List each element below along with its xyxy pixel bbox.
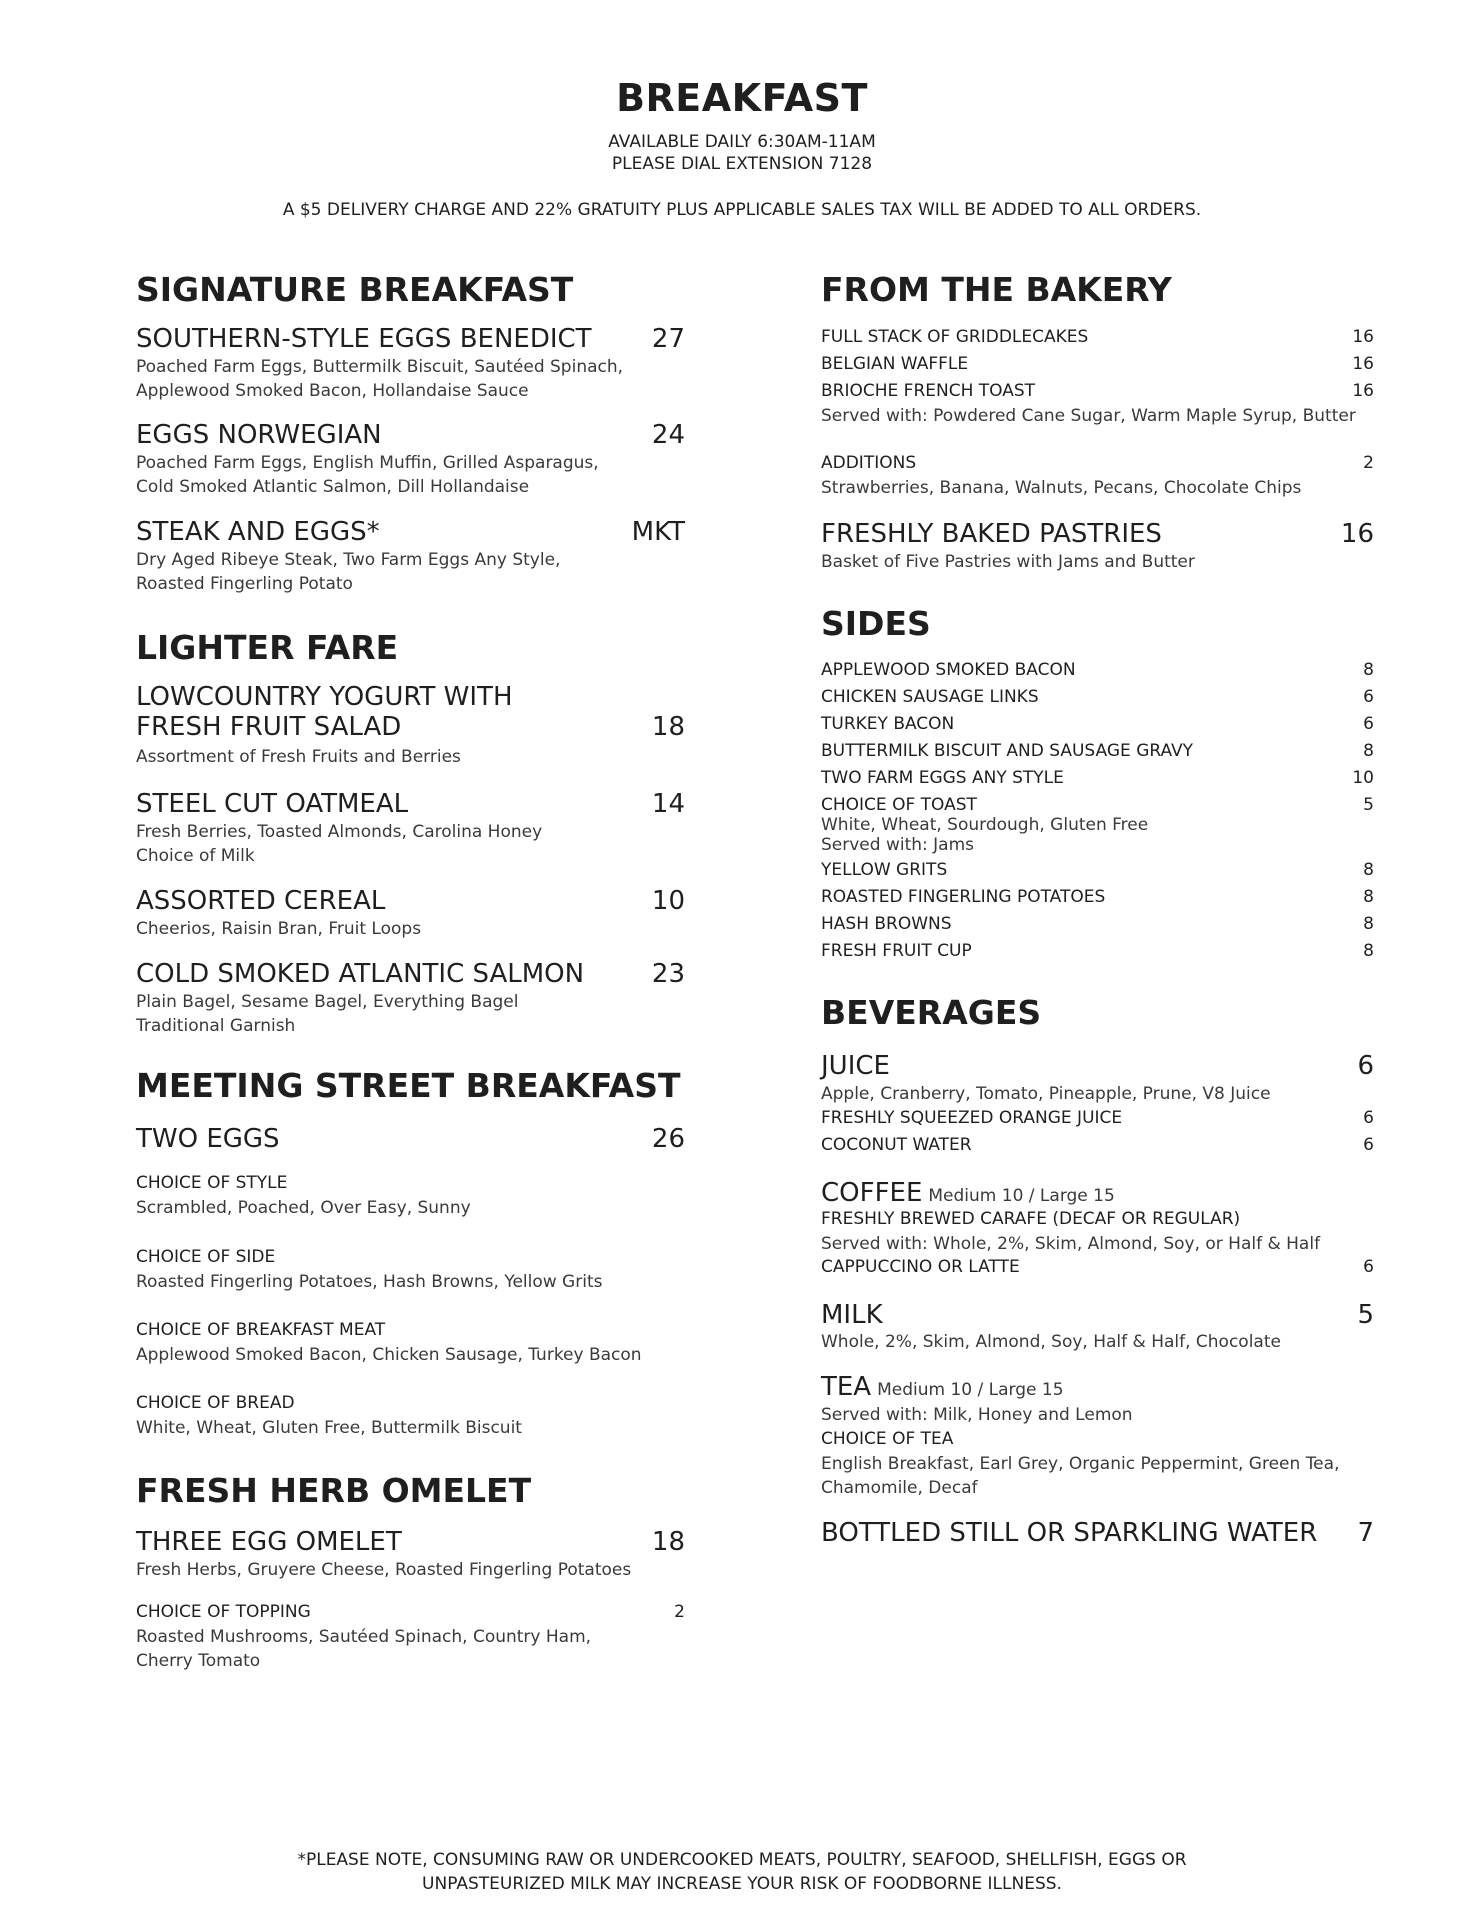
menu-item (821, 741, 1374, 761)
item-description: Served with: Powdered Cane Sugar, Warm Maple Syrup, Butter (821, 406, 1356, 426)
item-description: White, Wheat, Gluten Free, Buttermilk Biscuit (136, 1418, 522, 1438)
menu-item (821, 860, 1374, 880)
item-price: 16 (1352, 327, 1374, 347)
item-description (136, 355, 623, 403)
item-price: 8 (1363, 741, 1374, 761)
desc-line: English Breakfast, Earl Grey, Organic Peppermint, Green Tea, (821, 1454, 1340, 1474)
item-name: FRESH FRUIT CUP (821, 941, 972, 961)
item-price: 5 (1363, 795, 1374, 815)
desc-line: Applewood Smoked Bacon, Hollandaise Sauce (136, 381, 529, 401)
choice-of-side-label: CHOICE OF SIDE (136, 1247, 276, 1267)
item-price: MKT (631, 517, 685, 547)
menu-item (821, 714, 1374, 734)
hours-text: AVAILABLE DAILY 6:30AM-11AM (608, 132, 876, 152)
item-name: CAPPUCCINO OR LATTE (821, 1257, 1020, 1277)
item-name: FRESHLY BAKED PASTRIES (821, 519, 1162, 549)
menu-item (821, 354, 1374, 374)
section-heading-lighter: LIGHTER FARE (136, 628, 399, 667)
section-heading-beverages: BEVERAGES (821, 993, 1042, 1032)
menu-item (821, 941, 1374, 961)
item-description: Served with: Milk, Honey and Lemon (821, 1405, 1133, 1425)
item-description: Applewood Smoked Bacon, Chicken Sausage, Turkey Bacon (136, 1345, 642, 1365)
item-name: THREE EGG OMELET (136, 1527, 402, 1557)
item-name: ADDITIONS (821, 453, 917, 473)
menu-item-orange-juice (821, 1108, 1374, 1128)
menu-item-eggs-benedict (136, 324, 685, 354)
item-description (136, 1625, 591, 1673)
desc-line: Traditional Garnish (136, 1016, 296, 1036)
item-price: 26 (651, 1124, 685, 1154)
menu-item-steak-and-eggs (136, 517, 685, 547)
item-price: 2 (1363, 453, 1374, 473)
section-heading-signature: SIGNATURE BREAKFAST (136, 270, 574, 309)
item-name: FULL STACK OF GRIDDLECAKES (821, 327, 1089, 347)
desc-line: Choice of Milk (136, 846, 255, 866)
menu-item-coffee (821, 1178, 1115, 1208)
desc-line: Roasted Mushrooms, Sautéed Spinach, Country Ham, (136, 1627, 592, 1647)
item-name: YELLOW GRITS (821, 860, 948, 880)
item-description (821, 1452, 1339, 1500)
menu-item-cappuccino (821, 1257, 1374, 1277)
item-price: 27 (651, 324, 685, 354)
item-name: TURKEY BACON (821, 714, 955, 734)
menu-item (821, 768, 1374, 788)
item-name: ASSORTED CEREAL (136, 886, 386, 916)
item-name: COLD SMOKED ATLANTIC SALMON (136, 959, 585, 989)
desc-line: Cherry Tomato (136, 1651, 261, 1671)
item-price: 18 (651, 712, 685, 742)
menu-item-three-egg-omelet (136, 1527, 685, 1557)
item-description (821, 815, 1148, 855)
section-heading-omelet: FRESH HERB OMELET (136, 1471, 532, 1510)
item-name: TEA (821, 1372, 872, 1402)
item-price: 8 (1363, 914, 1374, 934)
item-sizes: Medium 10 / Large 15 (877, 1380, 1064, 1400)
menu-item-cereal (136, 886, 685, 916)
desc-line: Cold Smoked Atlantic Salmon, Dill Hollandaise (136, 477, 530, 497)
item-name: APPLEWOOD SMOKED BACON (821, 660, 1076, 680)
item-price: 24 (651, 420, 685, 450)
item-price: 14 (651, 789, 685, 819)
item-price: 10 (1352, 768, 1374, 788)
menu-item (821, 914, 1374, 934)
item-price: 6 (1357, 1051, 1374, 1081)
item-price: 10 (651, 886, 685, 916)
item-description (136, 820, 542, 868)
item-description: Roasted Fingerling Potatoes, Hash Browns, Yellow Grits (136, 1272, 603, 1292)
item-name: FRESHLY SQUEEZED ORANGE JUICE (821, 1108, 1123, 1128)
item-description: Strawberries, Banana, Walnuts, Pecans, Chocolate Chips (821, 478, 1302, 498)
item-description: Fresh Herbs, Gruyere Cheese, Roasted Fingerling Potatoes (136, 1560, 632, 1580)
menu-item-juice (821, 1051, 1374, 1081)
item-description (136, 990, 518, 1038)
item-name: TWO FARM EGGS ANY STYLE (821, 768, 1064, 788)
desc-line: Served with: Jams (821, 835, 974, 855)
section-heading-sides: SIDES (821, 604, 931, 643)
menu-item-tea (821, 1372, 1064, 1402)
menu-item (821, 795, 1374, 815)
item-description (136, 451, 599, 499)
menu-item-additions (821, 453, 1374, 473)
item-price: 8 (1363, 941, 1374, 961)
desc-line: Poached Farm Eggs, English Muffin, Grilled Asparagus, (136, 453, 599, 473)
item-price: 16 (1352, 354, 1374, 374)
extension-text: PLEASE DIAL EXTENSION 7128 (611, 154, 873, 174)
item-name: SOUTHERN-STYLE EGGS BENEDICT (136, 324, 592, 354)
item-price: 6 (1363, 687, 1374, 707)
item-price: 16 (1352, 381, 1374, 401)
menu-item (821, 327, 1374, 347)
choice-of-style-label: CHOICE OF STYLE (136, 1173, 288, 1193)
item-name: BOTTLED STILL OR SPARKLING WATER (821, 1518, 1318, 1548)
choice-of-bread-label: CHOICE OF BREAD (136, 1393, 295, 1413)
item-price: 6 (1363, 1257, 1374, 1277)
item-sizes: Medium 10 / Large 15 (928, 1186, 1115, 1206)
section-heading-meeting-street: MEETING STREET BREAKFAST (136, 1066, 681, 1105)
item-description: Basket of Five Pastries with Jams and Butter (821, 552, 1195, 572)
item-name: BUTTERMILK BISCUIT AND SAUSAGE GRAVY (821, 741, 1194, 761)
item-name: JUICE (821, 1051, 890, 1081)
item-price: 7 (1357, 1518, 1374, 1548)
item-name: CHICKEN SAUSAGE LINKS (821, 687, 1039, 707)
item-name: MILK (821, 1300, 883, 1330)
menu-item-coconut-water (821, 1135, 1374, 1155)
item-description: Assortment of Fresh Fruits and Berries (136, 747, 461, 767)
item-name: COCONUT WATER (821, 1135, 972, 1155)
item-name: EGGS NORWEGIAN (136, 420, 382, 450)
item-description: Whole, 2%, Skim, Almond, Soy, Half & Half, Chocolate (821, 1332, 1281, 1352)
menu-item (821, 887, 1374, 907)
item-description (136, 548, 560, 596)
desc-line: White, Wheat, Sourdough, Gluten Free (821, 815, 1149, 835)
disclaimer-line: *PLEASE NOTE, CONSUMING RAW OR UNDERCOOKED MEATS, POULTRY, SEAFOOD, SHELLFISH, EGGS OR (297, 1850, 1187, 1870)
desc-line: Roasted Fingerling Potato (136, 574, 353, 594)
item-price: 8 (1363, 860, 1374, 880)
item-name: COFFEE (821, 1178, 923, 1208)
item-name: STEEL CUT OATMEAL (136, 789, 409, 819)
item-name: HASH BROWNS (821, 914, 952, 934)
item-name: BELGIAN WAFFLE (821, 354, 969, 374)
menu-item-choice-of-topping (136, 1602, 685, 1622)
item-price: 6 (1363, 1135, 1374, 1155)
desc-line: Fresh Berries, Toasted Almonds, Carolina Honey (136, 822, 543, 842)
foodborne-illness-disclaimer (0, 1848, 1484, 1896)
item-price: 8 (1363, 660, 1374, 680)
delivery-notice: A $5 DELIVERY CHARGE AND 22% GRATUITY PLUS APPLICABLE SALES TAX WILL BE ADDED TO ALL ORDERS. (282, 200, 1202, 220)
coffee-carafe-label: FRESHLY BREWED CARAFE (DECAF OR REGULAR) (821, 1209, 1241, 1229)
desc-line: Plain Bagel, Sesame Bagel, Everything Bagel (136, 992, 519, 1012)
menu-item (821, 381, 1374, 401)
item-name: TWO EGGS (136, 1124, 280, 1154)
item-description: Cheerios, Raisin Bran, Fruit Loops (136, 919, 422, 939)
menu-item-bottled-water (821, 1518, 1374, 1548)
page-title: BREAKFAST (616, 76, 868, 120)
desc-line: Dry Aged Ribeye Steak, Two Farm Eggs Any Style, (136, 550, 561, 570)
item-price: 8 (1363, 887, 1374, 907)
menu-item-milk (821, 1300, 1374, 1330)
item-price: 16 (1340, 519, 1374, 549)
menu-item-oatmeal (136, 789, 685, 819)
item-name: BRIOCHE FRENCH TOAST (821, 381, 1036, 401)
choice-of-meat-label: CHOICE OF BREAKFAST MEAT (136, 1320, 386, 1340)
item-description: Apple, Cranberry, Tomato, Pineapple, Prune, V8 Juice (821, 1084, 1271, 1104)
choice-of-tea-label: CHOICE OF TEA (821, 1429, 954, 1449)
section-heading-bakery: FROM THE BAKERY (821, 270, 1172, 309)
menu-item-eggs-norwegian (136, 420, 685, 450)
menu-item-pastries (821, 519, 1374, 549)
item-name: FRESH FRUIT SALAD (136, 712, 402, 742)
item-price: 6 (1363, 1108, 1374, 1128)
desc-line: Poached Farm Eggs, Buttermilk Biscuit, Sautéed Spinach, (136, 357, 624, 377)
menu-item-salmon (136, 959, 685, 989)
item-price: 18 (651, 1527, 685, 1557)
item-price: 5 (1357, 1300, 1374, 1330)
menu-item-two-eggs (136, 1124, 685, 1154)
item-price: 6 (1363, 714, 1374, 734)
item-name: CHOICE OF TOPPING (136, 1602, 311, 1622)
item-description: Served with: Whole, 2%, Skim, Almond, Soy, or Half & Half (821, 1234, 1321, 1254)
item-name: ROASTED FINGERLING POTATOES (821, 887, 1106, 907)
item-description: Scrambled, Poached, Over Easy, Sunny (136, 1198, 471, 1218)
item-price: 2 (674, 1602, 685, 1622)
disclaimer-line: UNPASTEURIZED MILK MAY INCREASE YOUR RISK OF FOODBORNE ILLNESS. (422, 1874, 1062, 1894)
menu-item (821, 660, 1374, 680)
menu-item-yogurt (136, 712, 685, 742)
item-name: LOWCOUNTRY YOGURT WITH (136, 682, 513, 712)
item-price: 23 (651, 959, 685, 989)
item-name: CHOICE OF TOAST (821, 795, 977, 815)
menu-item (821, 687, 1374, 707)
item-name: STEAK AND EGGS* (136, 517, 380, 547)
desc-line: Chamomile, Decaf (821, 1478, 978, 1498)
